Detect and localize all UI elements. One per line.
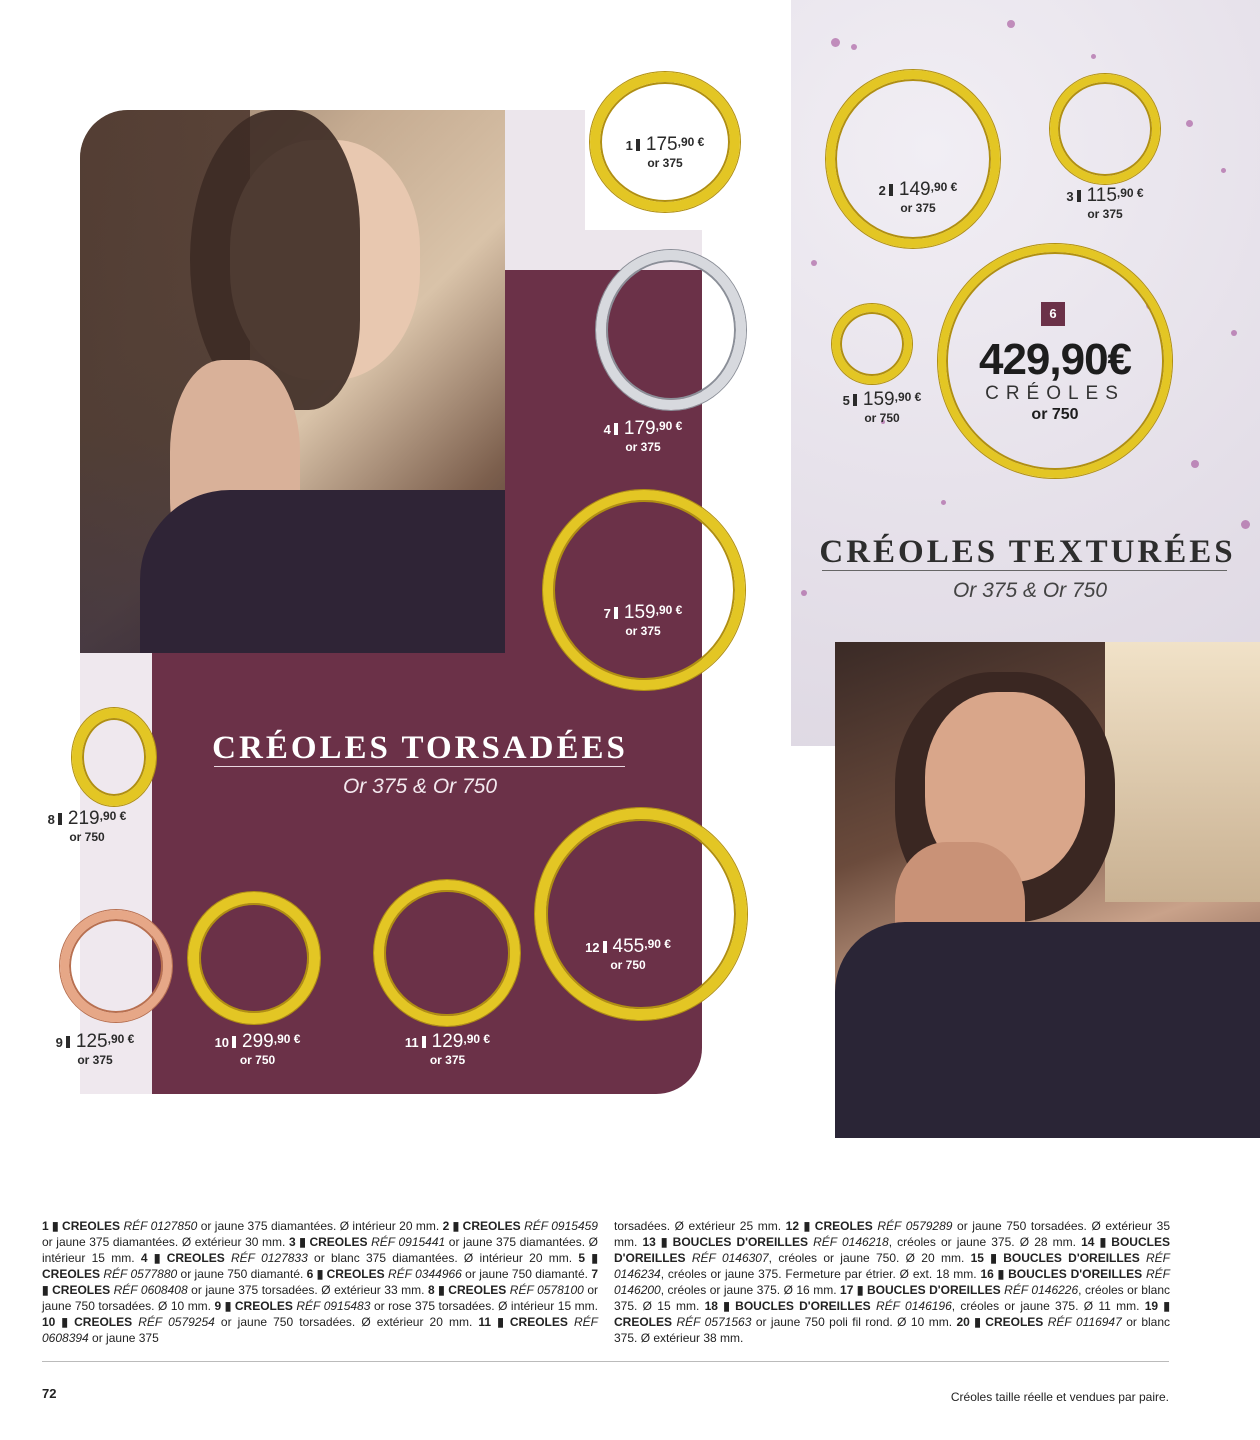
description-text: or jaune 750 poli fil rond. Ø 10 mm. <box>751 1315 957 1329</box>
hoop-10 <box>188 892 320 1024</box>
featured-price: 429,90€ <box>978 335 1132 384</box>
description-number-and-type: 14 ▮ BOUCLES D'OREILLES <box>614 1235 1170 1265</box>
description-number-and-type: 15 ▮ BOUCLES D'OREILLES <box>970 1251 1147 1265</box>
description-reference: RÉF 0915483 <box>296 1299 371 1313</box>
description-text: or jaune 750 torsadées. Ø extérieur 35 mm. <box>614 1219 1171 1249</box>
description-number-and-type: 11 ▮ CREOLES <box>478 1315 574 1329</box>
description-reference: RÉF 0608394 <box>42 1315 598 1345</box>
description-number-and-type: 16 ▮ BOUCLES D'OREILLES <box>980 1267 1147 1281</box>
price-tag-3: 3 $115^{,90 €}$ or 375 <box>1066 185 1144 221</box>
page-number: 72 <box>42 1386 57 1401</box>
product-description-18 <box>705 1299 1145 1313</box>
product-description-6 <box>307 1267 592 1281</box>
description-text: or blanc 375 diamantées. Ø intérieur 20 mm. <box>307 1251 579 1265</box>
product-descriptions-right <box>614 1218 1170 1346</box>
model-photo-top <box>80 110 505 653</box>
price-tag-8: 8 $219^{,90 €}$ or 750 <box>47 808 127 844</box>
description-reference: RÉF 0127833 <box>231 1251 308 1265</box>
description-reference: RÉF 0579254 <box>138 1315 215 1329</box>
description-reference: RÉF 0146200 <box>614 1267 1171 1297</box>
description-number-and-type: 8 ▮ CREOLES <box>427 1283 510 1297</box>
price-tag-9: 9 $125^{,90 €}$ or 375 <box>55 1031 135 1067</box>
section-title-texturees: CRÉOLES TEXTURÉES <box>819 534 1236 570</box>
description-text: or jaune 375 torsadées. Ø extérieur 33 mm. <box>187 1283 428 1297</box>
description-text: , créoles or jaune 375. Ø 28 mm. <box>888 1235 1082 1249</box>
description-number-and-type: 19 ▮ CREOLES <box>614 1299 1171 1329</box>
description-number-and-type: 10 ▮ CREOLES <box>42 1315 139 1329</box>
description-text: or jaune 375 diamantées. Ø extérieur 30 mm. <box>42 1235 289 1249</box>
hoop-4 <box>596 250 746 410</box>
description-number-and-type: 18 ▮ BOUCLES D'OREILLES <box>704 1299 876 1313</box>
description-text: , créoles or jaune 375. Ø 16 mm. <box>660 1283 841 1297</box>
description-reference: RÉF 0146218 <box>813 1235 889 1249</box>
section-subtitle-torsadees: Or 375 & Or 750 <box>342 775 498 798</box>
description-text: or jaune 750 torsadées. Ø extérieur 20 mm. <box>214 1315 479 1329</box>
description-number-and-type: 7 ▮ CREOLES <box>42 1267 598 1297</box>
hoop-9 <box>60 910 172 1022</box>
description-reference: RÉF 0127850 <box>123 1219 198 1233</box>
description-text: , créoles or jaune 375. Fermeture par étrier. Ø ext. 18 mm. <box>660 1267 981 1281</box>
hoop-2 <box>826 70 1000 248</box>
section-subtitle-texturees: Or 375 & Or 750 <box>952 579 1108 602</box>
description-number-and-type: 13 ▮ BOUCLES D'OREILLES <box>642 1235 814 1249</box>
description-text: or jaune 750 diamanté. <box>177 1267 307 1281</box>
hoop-7 <box>543 490 745 690</box>
description-text: or blanc 375. Ø extérieur 38 mm. <box>614 1315 1171 1345</box>
description-number-and-type: 4 ▮ CREOLES <box>140 1251 231 1265</box>
price-tag-10: 10 $299^{,90 €}$ or 750 <box>214 1031 301 1067</box>
description-text: or jaune 750 torsadées. Ø 10 mm. <box>42 1283 598 1313</box>
section-title-torsadees: CRÉOLES TORSADÉES <box>212 730 628 766</box>
description-reference: RÉF 0146234 <box>614 1251 1171 1281</box>
product-description-1 <box>42 1219 443 1233</box>
description-reference: RÉF 0116947 <box>1047 1315 1122 1329</box>
section-rule-torsadees <box>214 766 625 767</box>
featured-metal: or 750 <box>1031 406 1079 423</box>
description-number-and-type: 2 ▮ CREOLES <box>442 1219 525 1233</box>
description-number-and-type: 12 ▮ CREOLES <box>785 1219 878 1233</box>
description-text: or jaune 375 <box>88 1331 159 1345</box>
price-tag-12: 12 $455^{,90 €}$ or 750 <box>585 936 671 972</box>
footer-divider <box>42 1361 1169 1362</box>
description-reference: RÉF 0344966 <box>388 1267 462 1281</box>
hoop-8 <box>72 708 156 806</box>
description-number-and-type: 17 ▮ BOUCLES D'OREILLES <box>840 1283 1005 1297</box>
model-photo-bottom <box>835 642 1260 1138</box>
description-number-and-type: 3 ▮ CREOLES <box>288 1235 372 1249</box>
price-tag-7: 7 $159^{,90 €}$ or 375 <box>603 602 683 638</box>
description-lead: torsadées. Ø extérieur 25 mm. <box>614 1219 786 1233</box>
description-text: , créoles or jaune 750. Ø 20 mm. <box>768 1251 971 1265</box>
price-tag-2: 2 $149^{,90 €}$ or 375 <box>878 179 958 215</box>
description-reference: RÉF 0577880 <box>103 1267 178 1281</box>
description-number-and-type: 1 ▮ CREOLES <box>42 1219 124 1233</box>
description-reference: RÉF 0146196 <box>875 1299 952 1313</box>
description-text: or jaune 375 diamantées. Ø intérieur 15 mm. <box>42 1235 598 1265</box>
description-text: , créoles or jaune 375. Ø 11 mm. <box>951 1299 1145 1313</box>
description-reference: RÉF 0571563 <box>676 1315 752 1329</box>
price-tag-4: 4 $179^{,90 €}$ or 375 <box>603 418 683 454</box>
description-reference: RÉF 0146226 <box>1004 1283 1079 1297</box>
featured-label: CRÉOLES <box>985 383 1125 404</box>
description-reference: RÉF 0915459 <box>524 1219 598 1233</box>
hoop-11 <box>374 880 520 1026</box>
hoop-5 <box>832 304 912 384</box>
description-reference: RÉF 0915441 <box>371 1235 446 1249</box>
description-reference: RÉF 0146307 <box>691 1251 769 1265</box>
hoop-3 <box>1050 74 1160 184</box>
description-text: or jaune 750 diamanté. <box>461 1267 592 1281</box>
description-number-and-type: 6 ▮ CREOLES <box>306 1267 388 1281</box>
product-description-9 <box>215 1299 598 1313</box>
product-description-4 <box>141 1251 579 1265</box>
description-text: , créoles or blanc 375. Ø 15 mm. <box>614 1283 1170 1313</box>
section-rule-texturees <box>822 570 1227 571</box>
product-description-13 <box>642 1235 1081 1249</box>
product-descriptions-left <box>42 1218 598 1346</box>
footer-note: Créoles taille réelle et vendues par paire. <box>950 1390 1169 1404</box>
hoop-12 <box>535 808 747 1020</box>
description-text: or rose 375 torsadées. Ø intérieur 15 mm. <box>370 1299 598 1313</box>
product-description-10 <box>42 1315 478 1329</box>
description-number-and-type: 20 ▮ CREOLES <box>956 1315 1048 1329</box>
description-text: or jaune 375 diamantées. Ø intérieur 20 mm. <box>197 1219 443 1233</box>
lilac-accent <box>505 110 585 270</box>
description-reference: RÉF 0579289 <box>877 1219 953 1233</box>
description-reference: RÉF 0608408 <box>113 1283 188 1297</box>
price-tag-11: 11 $129^{,90 €}$ or 375 <box>404 1031 491 1067</box>
price-tag-1: 1 $175^{,90 €}$ or 375 <box>625 134 705 170</box>
description-reference: RÉF 0578100 <box>509 1283 584 1297</box>
price-tag-5: 5 $159^{,90 €}$ or 750 <box>842 389 922 425</box>
featured-number-badge: 6 <box>1041 302 1065 326</box>
description-number-and-type: 5 ▮ CREOLES <box>42 1251 598 1281</box>
description-number-and-type: 9 ▮ CREOLES <box>214 1299 297 1313</box>
